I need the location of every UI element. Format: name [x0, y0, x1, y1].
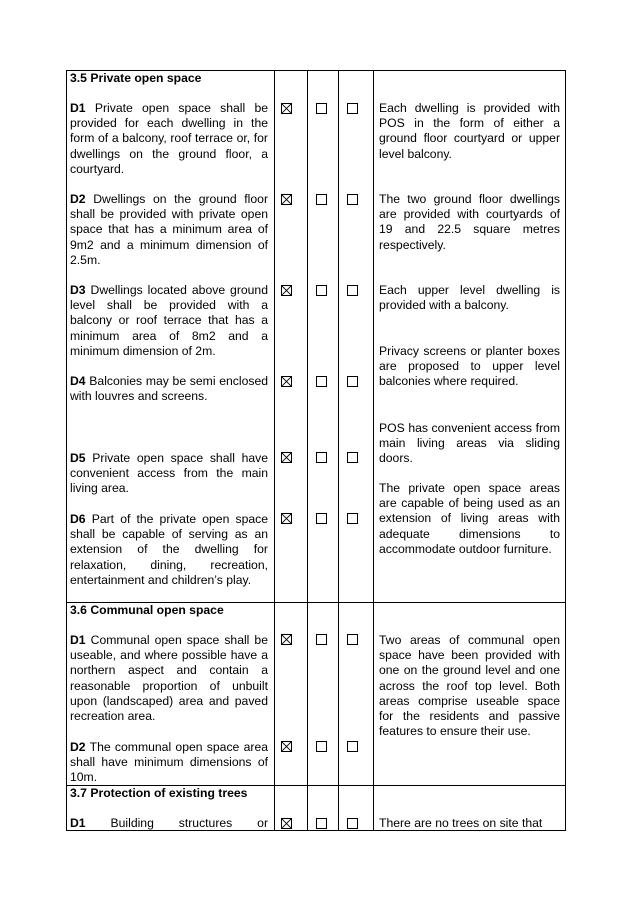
control-code: D5	[70, 451, 86, 465]
comment-text: Two areas of communal open space have been provided with one on the ground level and one across the roof top level. Both areas comprise useable space for the residents and passive features to ensure their use.	[379, 633, 560, 739]
column-divider	[338, 70, 339, 830]
checkbox-complies[interactable]	[281, 741, 292, 752]
checkbox-does-not-comply[interactable]	[316, 741, 327, 752]
cross-mark-icon	[282, 104, 291, 113]
checkbox-not-applicable[interactable]	[347, 452, 358, 463]
checkbox-does-not-comply[interactable]	[316, 103, 327, 114]
control-description: Private open space shall have convenient access from the main living area.	[70, 451, 268, 496]
comment-text: Privacy screens or planter boxes are proposed to upper level balconies where required.	[379, 344, 560, 389]
checkbox-does-not-comply[interactable]	[316, 376, 327, 387]
control-text	[70, 816, 268, 831]
section-heading: 3.7 Protection of existing trees	[70, 786, 248, 800]
checkbox-not-applicable[interactable]	[347, 103, 358, 114]
section-heading: 3.6 Communal open space	[70, 603, 224, 617]
comment-text: There are no trees on site that	[379, 816, 543, 830]
cross-mark-icon	[282, 819, 291, 828]
control-code: D1	[70, 816, 86, 830]
control-text	[70, 633, 268, 724]
control-text	[70, 374, 268, 404]
section-heading: 3.5 Private open space	[70, 71, 202, 85]
checkbox-complies[interactable]	[281, 103, 292, 114]
control-description: Building structures or	[110, 816, 268, 830]
control-text	[70, 451, 268, 497]
cross-mark-icon	[282, 742, 291, 751]
control-description: Balconies may be semi enclosed with louvres and screens.	[70, 374, 268, 404]
column-divider	[373, 70, 374, 830]
comment-text: Each upper level dwelling is provided with a balcony.	[379, 283, 560, 313]
checkbox-complies[interactable]	[281, 634, 292, 645]
control-code: D2	[70, 192, 86, 206]
column-divider	[307, 70, 308, 830]
control-text	[70, 283, 268, 359]
checkbox-does-not-comply[interactable]	[316, 634, 327, 645]
cross-mark-icon	[282, 514, 291, 523]
checkbox-complies[interactable]	[281, 194, 292, 205]
comment-text: The private open space areas are capable of being used as an extension of living areas with adequate dimensions to accommodate outdoor furniture.	[379, 481, 560, 556]
checkbox-does-not-comply[interactable]	[316, 513, 327, 524]
table-right-border	[565, 70, 566, 830]
checkbox-complies[interactable]	[281, 452, 292, 463]
checkbox-complies[interactable]	[281, 513, 292, 524]
checkbox-not-applicable[interactable]	[347, 634, 358, 645]
checkbox-does-not-comply[interactable]	[316, 452, 327, 463]
comment-text: Each dwelling is provided with POS in the form of either a ground floor courtyard or upper level balcony.	[379, 101, 560, 161]
checkbox-does-not-comply[interactable]	[316, 285, 327, 296]
control-text	[70, 740, 268, 786]
table-left-border	[66, 70, 67, 830]
checkbox-does-not-comply[interactable]	[316, 818, 327, 829]
checkbox-not-applicable[interactable]	[347, 194, 358, 205]
column-divider	[274, 70, 275, 830]
cross-mark-icon	[282, 377, 291, 386]
checkbox-not-applicable[interactable]	[347, 285, 358, 296]
control-code: D4	[70, 374, 86, 388]
checkbox-not-applicable[interactable]	[347, 818, 358, 829]
control-code: D6	[70, 512, 86, 526]
checkbox-does-not-comply[interactable]	[316, 194, 327, 205]
control-description: Dwellings located above ground level shall be provided with a balcony or roof terrace that has a minimum area of 8m2 and a minimum dimension of 2m.	[70, 283, 268, 358]
checkbox-complies[interactable]	[281, 818, 292, 829]
control-text	[70, 101, 268, 177]
control-text	[70, 192, 268, 268]
cross-mark-icon	[282, 453, 291, 462]
checkbox-not-applicable[interactable]	[347, 513, 358, 524]
checkbox-not-applicable[interactable]	[347, 741, 358, 752]
control-description: Private open space shall be provided for each dwelling in the form of a balcony, roof terrace or, for dwellings on the ground floor, a courtyard.	[70, 101, 269, 176]
checkbox-complies[interactable]	[281, 376, 292, 387]
control-description: Part of the private open space shall be capable of serving as an extension of the dwelling for relaxation, dining, recreation, entertainment and children’s play.	[70, 512, 268, 587]
control-description: Dwellings on the ground floor shall be provided with private open space that has a minimum area of 9m2 and a minimum dimension of 2.5m.	[70, 192, 268, 267]
control-description: The communal open space area shall have minimum dimensions of 10m.	[70, 740, 268, 785]
control-code: D1	[70, 633, 86, 647]
cross-mark-icon	[282, 635, 291, 644]
comment-text: POS has convenient access from main living areas via sliding doors.	[379, 421, 560, 466]
control-code: D1	[70, 101, 86, 115]
control-code: D3	[70, 283, 86, 297]
cross-mark-icon	[282, 286, 291, 295]
checkbox-complies[interactable]	[281, 285, 292, 296]
control-description: Communal open space shall be useable, and where possible have a northern aspect and contain a reasonable proportion of unbuilt upon (landscaped) area and paved recreation area.	[70, 633, 268, 724]
control-code: D2	[70, 740, 86, 754]
checkbox-not-applicable[interactable]	[347, 376, 358, 387]
control-text	[70, 512, 268, 588]
cross-mark-icon	[282, 195, 291, 204]
comment-text: The two ground floor dwellings are provided with courtyards of 19 and 22.5 square metres respectively.	[379, 192, 560, 252]
